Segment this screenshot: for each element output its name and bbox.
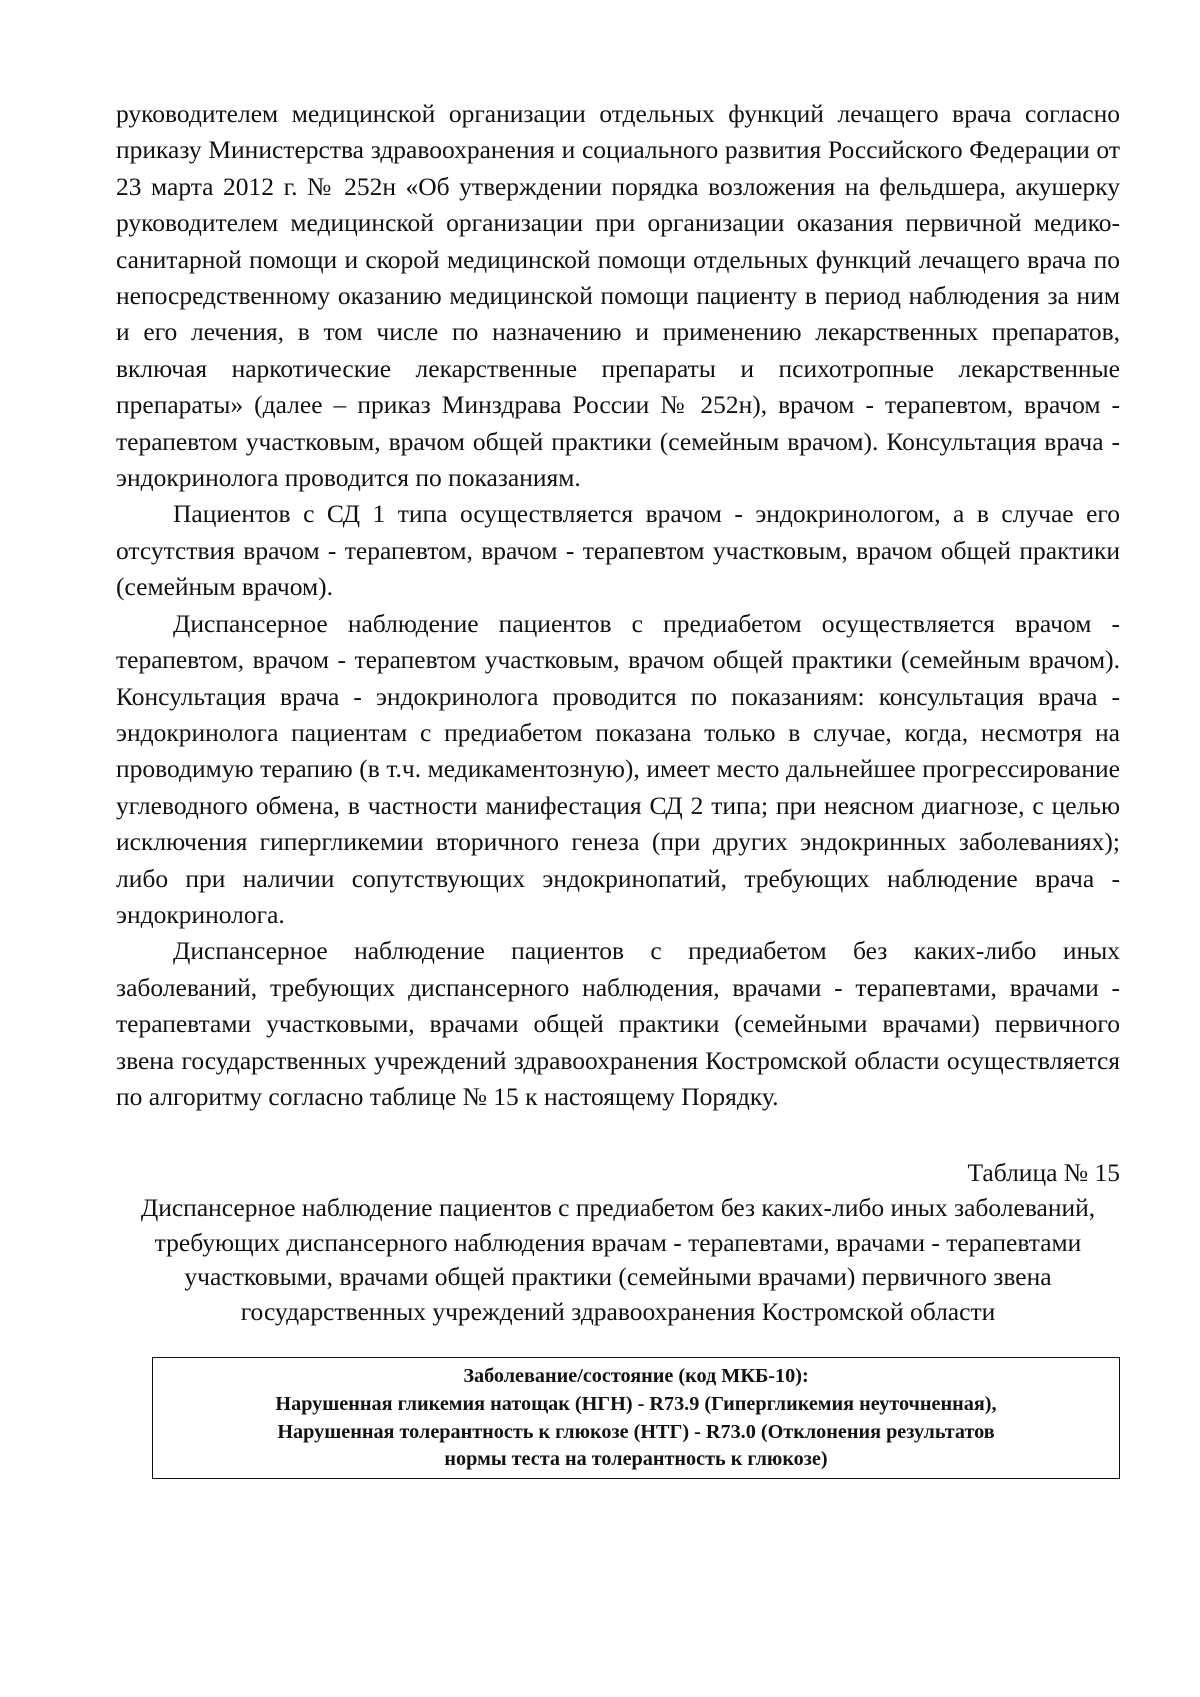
table-header-line: Нарушенная толерантность к глюкозе (НТГ) - R73.0 (Отклонения результатов bbox=[277, 1420, 995, 1443]
table-header-line: Нарушенная гликемия натощак (НГН) - R73.9 (Гипергликемия неуточненная), bbox=[275, 1392, 997, 1415]
table-number: Таблица № 15 bbox=[967, 1158, 1120, 1188]
paragraph-continuation: руководителем медицинской организации отдельных функций лечащего врача согласно приказу Министерства здравоохранения и социального развития Российского Федерации от 23 марта 2012 г. № 252н «Об утверждении порядка возложения на фельдшера, акушерку руководителем медицинской организации при организации оказания первичной медико-санитарной помощи и скорой медицинской помощи отдельных функций лечащего врача по непосредственному оказанию медицинской помощи пациенту в период наблюдения за ним и его лечения, в том числе по назначению и применению лекарственных препаратов, включая наркотические лекарственные препараты и психотропные лекарственные препараты» (далее – приказ Минздрава России № 252н), врачом - терапевтом, врачом - терапевтом участковым, врачом общей практики (семейным врачом). Консультация врача - эндокринолога проводится по показаниям. bbox=[116, 99, 1120, 493]
document-page bbox=[116, 96, 1120, 1479]
table-header-line: Заболевание/состояние (код МКБ-10): bbox=[463, 1365, 809, 1388]
table-header-box bbox=[152, 1357, 1120, 1478]
paragraph-sd1: Пациентов с СД 1 типа осуществляется врачом - эндокринологом, а в случае его отсутствия врачом - терапевтом, врачом - терапевтом участковым, врачом общей практики (семейным врачом). bbox=[116, 499, 1120, 602]
paragraph-prediabetes-algorithm: Диспансерное наблюдение пациентов с предиабетом без каких-либо иных заболеваний, требующих диспансерного наблюдения, врачами - терапевтами, врачами - терапевтами участковыми, врачами общей практики (семейными врачами) первичного звена государственных учреждений здравоохранения Костромской области осуществляется по алгоритму согласно таблице № 15 к настоящему Порядку. bbox=[116, 936, 1120, 1111]
table-header-line: нормы теста на толерантность к глюкозе) bbox=[444, 1448, 828, 1471]
paragraph-prediabetes-observation: Диспансерное наблюдение пациентов с предиабетом осуществляется врачом - терапевтом, врачом - терапевтом участковым, врачом общей практики (семейным врачом). Консультация врача - эндокринолога проводится по показаниям: консультация врача - эндокринолога пациентам с предиабетом показана только в случае, когда, несмотря на проводимую терапию (в т.ч. медикаментозную), имеет место дальнейшее прогрессирование углеводного обмена, в частности манифестация СД 2 типа; при неясном диагнозе, с целью исключения гипергликемии вторичного генеза (при других эндокринных заболеваниях); либо при наличии сопутствующих эндокринопатий, требующих наблюдение врача - эндокринолога. bbox=[116, 608, 1120, 929]
table-title: Диспансерное наблюдение пациентов с предиабетом без каких-либо иных заболеваний, требующих диспансерного наблюдения врачам - терапевтами, врачами - терапевтами участковыми, врачами общей практики (семейными врачами) первичного звена государственных учреждений здравоохранения Костромской области bbox=[140, 1193, 1096, 1326]
